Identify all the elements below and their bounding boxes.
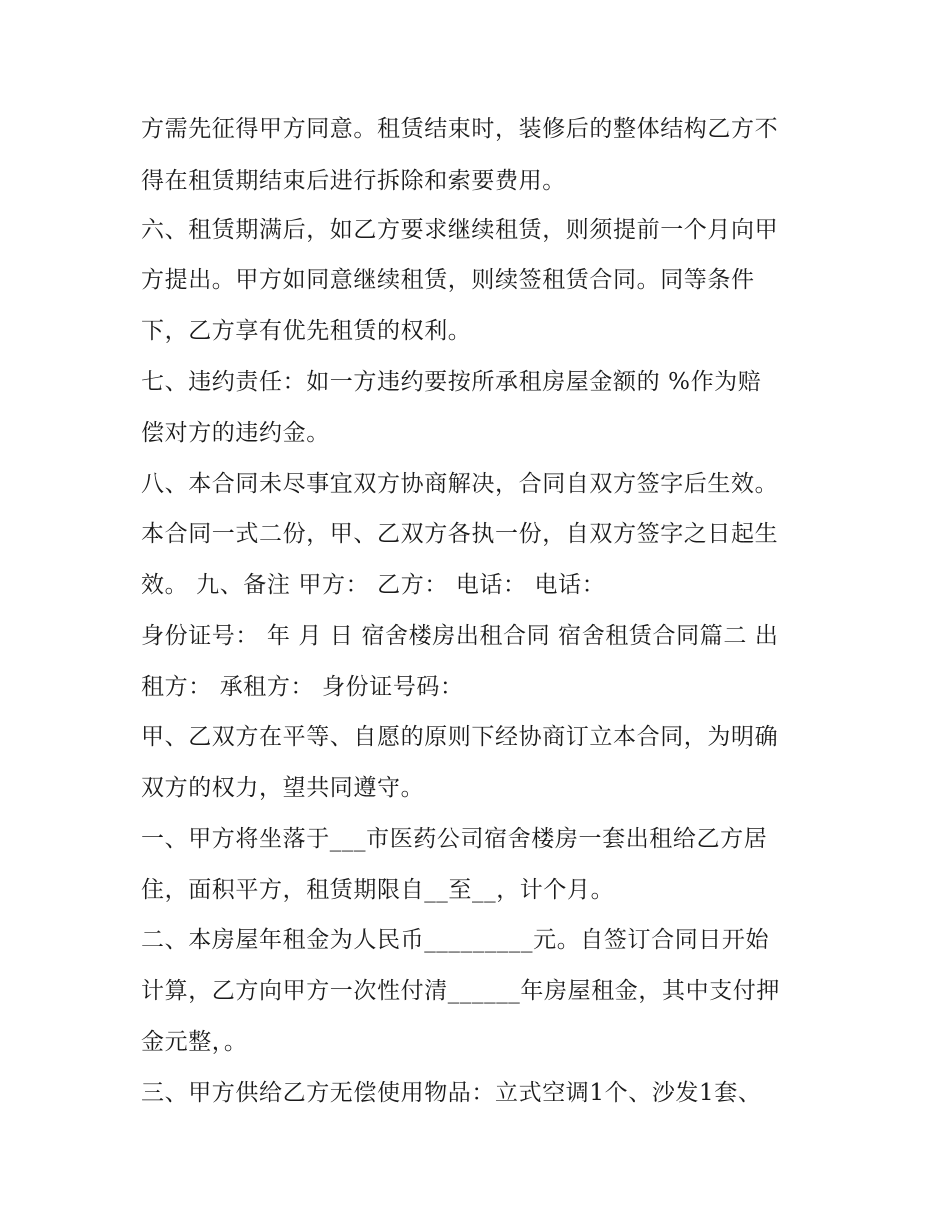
text-line: 方提出。甲方如同意继续租赁，则续签租赁合同。同等条件: [141, 267, 755, 293]
text-line: 本合同一式二份，甲、乙双方各执一份，自双方签字之日起生: [141, 521, 779, 547]
text-line: 下，乙方享有优先租赁的权利。: [141, 318, 472, 344]
text-line: 效。 九、备注 甲方： 乙方： 电话： 电话：: [141, 572, 606, 598]
text-line: 一、甲方将坐落于___市医药公司宿舍楼房一套出租给乙方居: [141, 826, 768, 852]
text-line: 计算，乙方向甲方一次性付清______年房屋租金，其中支付押: [141, 978, 780, 1004]
text-line: 金元整，。: [141, 1029, 248, 1055]
text-line: 三、甲方供给乙方无偿使用物品：立式空调1个、沙发1套、: [141, 1080, 762, 1106]
text-line: 甲、乙双方在平等、自愿的原则下经协商订立本合同，为明确: [141, 724, 779, 750]
text-line: 租方： 承租方： 身份证号码：: [141, 674, 464, 700]
text-line: 二、本房屋年租金为人民币_________元。自签订合同日开始: [141, 927, 770, 953]
text-line: 方需先征得甲方同意。租赁结束时，装修后的整体结构乙方不: [141, 116, 779, 142]
text-line: 住，面积平方，租赁期限自__至__，计个月。: [141, 877, 615, 903]
text-line: 七、违约责任：如一方违约要按所承租房屋金额的 %作为赔: [141, 369, 762, 395]
text-line: 偿对方的违约金。: [141, 420, 330, 446]
text-line: 八、本合同未尽事宜双方协商解决，合同自双方签字后生效。: [141, 471, 779, 497]
text-line: 双方的权力，望共同遵守。: [141, 775, 425, 801]
text-line: 得在租赁期结束后进行拆除和索要费用。: [141, 168, 566, 194]
text-line: 六、租赁期满后，如乙方要求继续租赁，则须提前一个月向甲: [141, 217, 779, 243]
text-line: 身份证号： 年 月 日 宿舍楼房出租合同 宿舍租赁合同篇二 出: [141, 623, 779, 649]
